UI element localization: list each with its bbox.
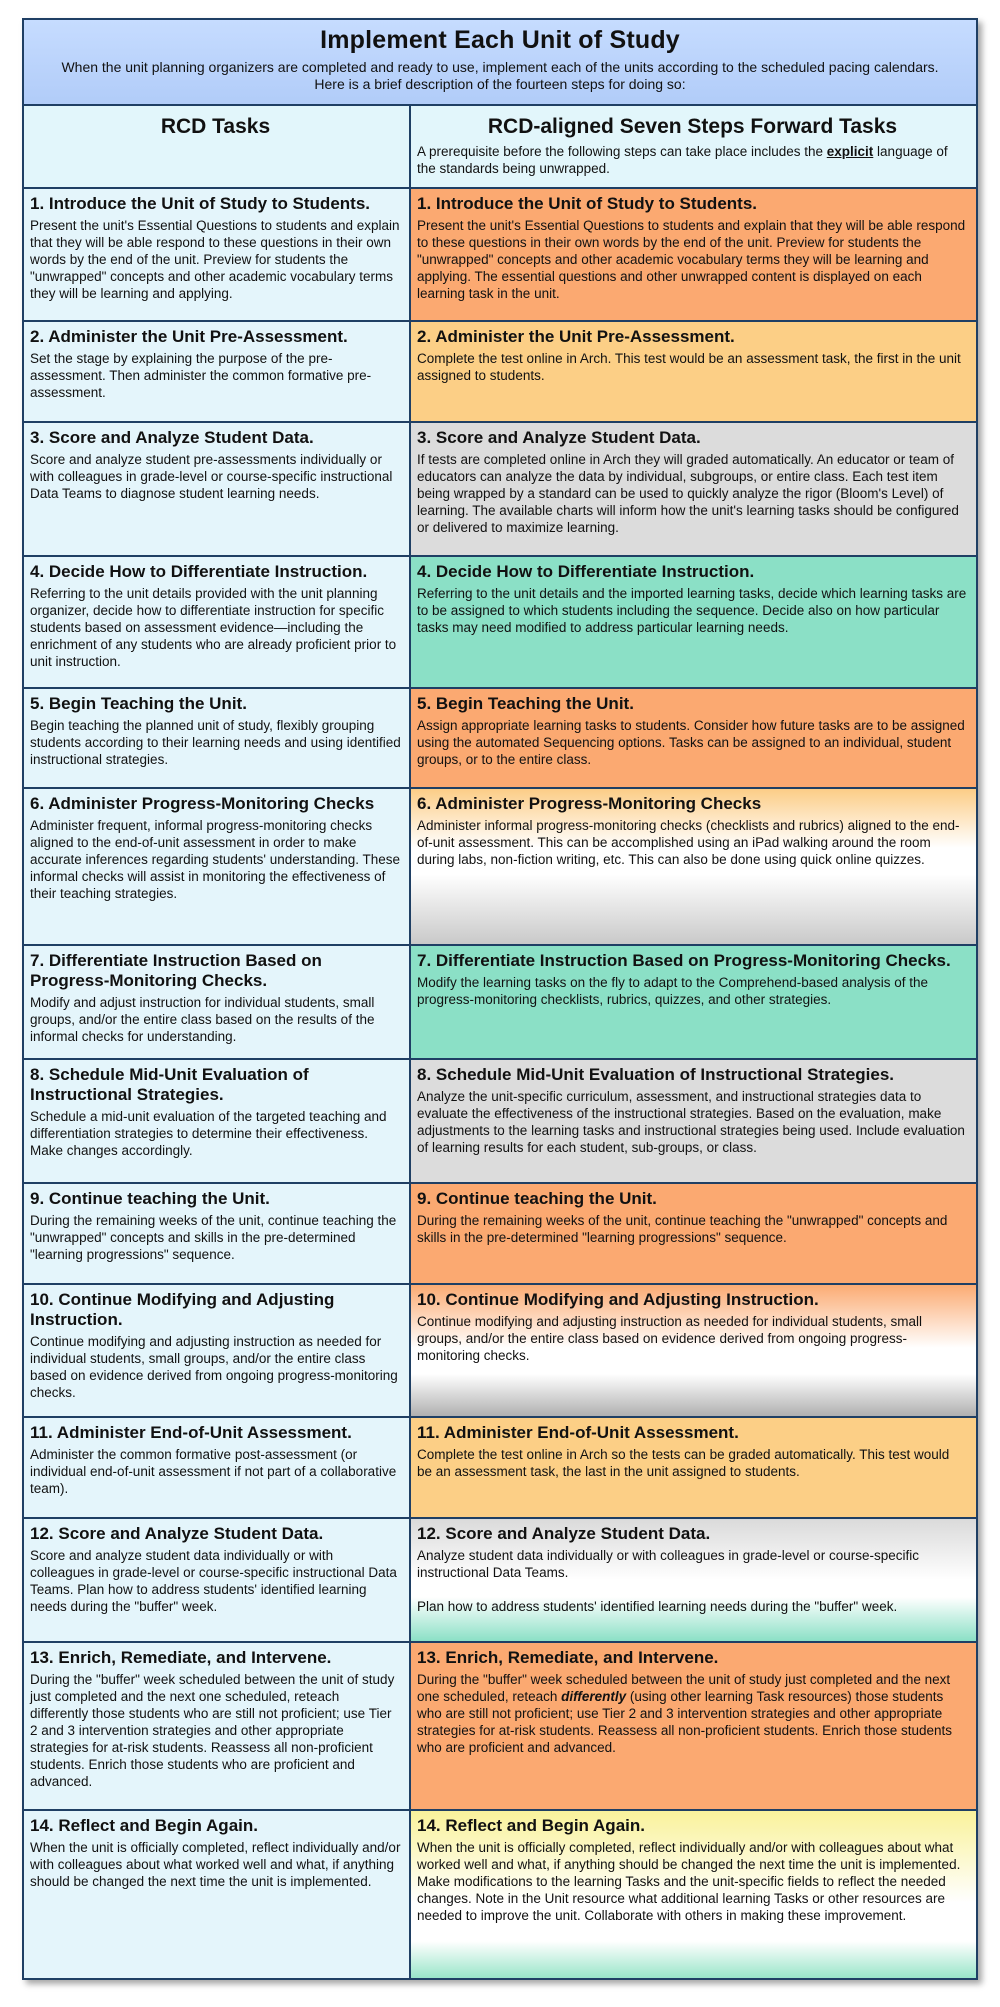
rcd-task-title: 5. Begin Teaching the Unit. bbox=[30, 694, 247, 713]
rcd-task-title: 1. Introduce the Unit of Study to Students. bbox=[30, 194, 370, 213]
ssf-task-title: 10. Continue Modifying and Adjusting Instruction. bbox=[417, 1290, 819, 1309]
rcd-task-4 bbox=[24, 557, 411, 687]
rcd-task-2 bbox=[24, 322, 411, 421]
ssf-task-text-2: Plan how to address students' identified learning needs during the "buffer" week. bbox=[417, 1599, 898, 1614]
ssf-task-text: Referring to the unit details and the imported learning tasks, decide which learning tasks are to be assigned to which students including the sequence. Decide also on how particular tasks may need modified to address particular learning needs. bbox=[417, 586, 967, 635]
rcd-task-title: 7. Differentiate Instruction Based on Progress-Monitoring Checks. bbox=[30, 951, 322, 990]
ssf-task-title: 5. Begin Teaching the Unit. bbox=[417, 694, 634, 713]
ssf-task-text: Modify the learning tasks on the fly to adapt to the Comprehend-based analysis of the progress-monitoring checklists, rubrics, quizzes, and other strategies. bbox=[417, 975, 929, 1007]
step-row-9 bbox=[24, 1184, 976, 1285]
ssf-task-9 bbox=[411, 1184, 976, 1283]
ssf-task-6 bbox=[411, 789, 976, 944]
rcd-task-text: Set the stage by explaining the purpose of the pre-assessment. Then administer the common formative pre-assessment. bbox=[30, 351, 372, 400]
ssf-task-title: 12. Score and Analyze Student Data. bbox=[417, 1524, 711, 1543]
document-sheet bbox=[22, 18, 978, 1980]
rcd-task-11 bbox=[24, 1418, 411, 1517]
rcd-task-text: Modify and adjust instruction for individual students, small groups, and/or the entire class based on the results of the informal checks for understanding. bbox=[30, 995, 375, 1044]
ssf-task-10 bbox=[411, 1285, 976, 1416]
rcd-task-title: 12. Score and Analyze Student Data. bbox=[30, 1524, 324, 1543]
rcd-task-12 bbox=[24, 1519, 411, 1641]
rcd-task-text: Schedule a mid-unit evaluation of the targeted teaching and differentiation strategies to determine their effectiveness. Make changes accordingly. bbox=[30, 1109, 387, 1158]
ssf-task-title: 8. Schedule Mid-Unit Evaluation of Instructional Strategies. bbox=[417, 1065, 895, 1084]
rcd-task-title: 4. Decide How to Differentiate Instruction. bbox=[30, 562, 368, 581]
ssf-task-2 bbox=[411, 322, 976, 421]
ssf-task-12 bbox=[411, 1519, 976, 1641]
step-row-4 bbox=[24, 557, 976, 689]
ssf-task-text: During the "buffer" week scheduled between the unit of study just completed and the next one scheduled, reteach differently (using other learning Task resources) those students who are still not proficient; use Tier 2 and 3 intervention strategies and other appropriate strategies for at-risk students. Reassess all non-proficient students. Enrich those students who are proficient and advanced. bbox=[417, 1672, 953, 1755]
step-row-10 bbox=[24, 1285, 976, 1418]
intro-text: When the unit planning organizers are completed and ready to use, implement each of the units according to the scheduled pacing calendars. Here is a brief description of the fourteen steps for doing so: bbox=[61, 59, 939, 92]
rcd-task-9 bbox=[24, 1184, 411, 1283]
rcd-task-8 bbox=[24, 1060, 411, 1182]
ssf-task-title: 9. Continue teaching the Unit. bbox=[417, 1189, 657, 1208]
ssf-task-title: 2. Administer the Unit Pre-Assessment. bbox=[417, 327, 735, 346]
ssf-task-title: 14. Reflect and Begin Again. bbox=[417, 1816, 645, 1835]
ssf-task-text: Continue modifying and adjusting instruction as needed for individual students, small groups, and/or the entire class based on evidence derived from ongoing progress-monitoring checks. bbox=[417, 1314, 923, 1363]
rcd-task-text: Referring to the unit details provided with the unit planning organizer, decide how to differentiate instruction for specific students based on assessment evidence—including the enrichment of any students who are already proficient prior to unit instruction. bbox=[30, 586, 397, 669]
rcd-task-5 bbox=[24, 689, 411, 787]
rcd-task-text: When the unit is officially completed, reflect individually and/or with colleagues about what worked well and what, if anything should be changed the next time the unit is implemented. bbox=[30, 1840, 401, 1889]
right-column-header bbox=[411, 106, 976, 187]
rcd-task-3 bbox=[24, 423, 411, 555]
ssf-task-text-2: Make modifications to the learning Tasks and the unit-specific fields to reflect the needed changes. Note in the Unit resource what additional learning Tasks or other resources are needed to improve the unit. Collaborate with others in making these improvement. bbox=[417, 1874, 946, 1923]
ssf-task-title: 6. Administer Progress-Monitoring Checks bbox=[417, 794, 762, 813]
rcd-task-text: Score and analyze student data individually or with colleagues in grade-level or course-specific instructional Data Teams. Plan how to address students' identified learning needs during the "buffer" week. bbox=[30, 1548, 397, 1614]
ssf-task-text: If tests are completed online in Arch they will graded automatically. An educator or team of educators can analyze the data by individual, subgroups, or entire class. Each test item being wrapped by a standard can be used to quickly analyze the rigor (Bloom's Level) of learning. The available charts will inform how the unit's learning tasks should be configured or delivered to maximize learning. bbox=[417, 452, 959, 535]
step-row-5 bbox=[24, 689, 976, 789]
step-row-13 bbox=[24, 1643, 976, 1811]
ssf-task-text: Analyze student data individually or with colleagues in grade-level or course-specific instructional Data Teams. bbox=[417, 1548, 920, 1580]
explicit-emphasis: explicit bbox=[826, 144, 874, 159]
rcd-task-title: 6. Administer Progress-Monitoring Checks bbox=[30, 794, 375, 813]
ssf-task-1 bbox=[411, 189, 976, 320]
ssf-task-14 bbox=[411, 1811, 976, 1978]
page-title: Implement Each Unit of Study bbox=[320, 26, 680, 54]
ssf-task-text: Administer informal progress-monitoring checks (checklists and rubrics) aligned to the end-of-unit assessment. This can be accomplished using an iPad walking around the room during labs, non-fiction writing, etc. This can also be done using quick online quizzes. bbox=[417, 818, 960, 867]
rcd-task-title: 14. Reflect and Begin Again. bbox=[30, 1816, 258, 1835]
step-row-6 bbox=[24, 789, 976, 946]
ssf-task-title: 4. Decide How to Differentiate Instruction. bbox=[417, 562, 755, 581]
ssf-task-text: Present the unit's Essential Questions to students and explain that they will be able respond to these questions in their own words by the end of the unit. Preview for students the "unwrapped" concepts and other academic vocabulary terms they will be learning and applying. The essential questions and other unwrapped content is displayed on each learning task in the unit. bbox=[417, 218, 966, 301]
step-row-8 bbox=[24, 1060, 976, 1184]
ssf-task-5 bbox=[411, 689, 976, 787]
right-column-title: RCD-aligned Seven Steps Forward Tasks bbox=[487, 115, 898, 138]
prerequisite-note: A prerequisite before the following steps can take place includes the explicit language of the standards being unwrapped. bbox=[417, 144, 948, 176]
left-column-header bbox=[24, 106, 411, 187]
ssf-task-4 bbox=[411, 557, 976, 687]
left-column-title: RCD Tasks bbox=[160, 115, 271, 138]
rcd-task-7 bbox=[24, 946, 411, 1058]
ssf-task-text: When the unit is officially completed, reflect individually and/or with colleagues about what worked well and what, if anything should be changed the next time the unit is implemented. bbox=[417, 1840, 961, 1872]
rcd-task-title: 11. Administer End-of-Unit Assessment. bbox=[30, 1423, 352, 1442]
ssf-task-title: 11. Administer End-of-Unit Assessment. bbox=[417, 1423, 739, 1442]
rcd-task-text: During the remaining weeks of the unit, continue teaching the "unwrapped" concepts and skills in the pre-determined "learning progressions" sequence. bbox=[30, 1213, 397, 1262]
step-row-2 bbox=[24, 322, 976, 423]
rcd-task-6 bbox=[24, 789, 411, 944]
ssf-task-text: During the remaining weeks of the unit, continue teaching the "unwrapped" concepts and skills in the pre-determined "learning progressions" sequence. bbox=[417, 1213, 948, 1245]
column-header-row bbox=[24, 106, 976, 189]
rcd-task-13 bbox=[24, 1643, 411, 1809]
rcd-task-title: 10. Continue Modifying and Adjusting Instruction. bbox=[30, 1290, 335, 1329]
step-row-3 bbox=[24, 423, 976, 557]
rcd-task-10 bbox=[24, 1285, 411, 1416]
step-row-1 bbox=[24, 189, 976, 322]
rcd-task-1 bbox=[24, 189, 411, 320]
ssf-task-title: 7. Differentiate Instruction Based on Progress-Monitoring Checks. bbox=[417, 951, 951, 970]
step-row-12 bbox=[24, 1519, 976, 1643]
rcd-task-text: Continue modifying and adjusting instruction as needed for individual students, small groups, and/or the entire class based on evidence derived from ongoing progress-monitoring checks. bbox=[30, 1334, 398, 1400]
rcd-task-title: 2. Administer the Unit Pre-Assessment. bbox=[30, 327, 348, 346]
ssf-task-title: 13. Enrich, Remediate, and Intervene. bbox=[417, 1648, 719, 1667]
rcd-task-title: 3. Score and Analyze Student Data. bbox=[30, 428, 314, 447]
step-row-11 bbox=[24, 1418, 976, 1519]
header-banner bbox=[24, 20, 976, 106]
rcd-task-text: Begin teaching the planned unit of study, flexibly grouping students according to their learning needs and using identified instructional strategies. bbox=[30, 718, 401, 767]
rcd-task-text: Administer frequent, informal progress-monitoring checks aligned to the end-of-unit assessment in order to make accurate inferences regarding students' understanding. These informal checks will assist in monitoring the effectiveness of their teaching strategies. bbox=[30, 818, 401, 901]
rcd-task-text: During the "buffer" week scheduled between the unit of study just completed and the next one scheduled, reteach differently those students who are still not proficient; use Tier 2 and 3 intervention strategies and other appropriate strategies for at-risk students. Reassess all non-proficient students. Enrich those students who are proficient and advanced. bbox=[30, 1672, 395, 1789]
differently-emphasis: differently bbox=[561, 1689, 627, 1704]
ssf-task-text: Assign appropriate learning tasks to students. Consider how future tasks are to be assigned using the automated Sequencing options. Tasks can be assigned to an individual, student groups, or to the entire class. bbox=[417, 718, 965, 767]
rcd-task-title: 9. Continue teaching the Unit. bbox=[30, 1189, 270, 1208]
ssf-task-13 bbox=[411, 1643, 976, 1809]
ssf-task-11 bbox=[411, 1418, 976, 1517]
rcd-task-title: 8. Schedule Mid-Unit Evaluation of Instructional Strategies. bbox=[30, 1065, 309, 1104]
rcd-task-title: 13. Enrich, Remediate, and Intervene. bbox=[30, 1648, 332, 1667]
ssf-task-text: Complete the test online in Arch so the tests can be graded automatically. This test would be an assessment task, the last in the unit assigned to students. bbox=[417, 1447, 950, 1479]
ssf-task-7 bbox=[411, 946, 976, 1058]
step-row-14 bbox=[24, 1811, 976, 1978]
step-row-7 bbox=[24, 946, 976, 1060]
ssf-task-title: 1. Introduce the Unit of Study to Students. bbox=[417, 194, 757, 213]
ssf-task-8 bbox=[411, 1060, 976, 1182]
rcd-task-text: Administer the common formative post-assessment (or individual end-of-unit assessment if not part of a collaborative team). bbox=[30, 1447, 397, 1496]
ssf-task-title: 3. Score and Analyze Student Data. bbox=[417, 428, 701, 447]
rcd-task-14 bbox=[24, 1811, 411, 1978]
ssf-task-text: Complete the test online in Arch. This test would be an assessment task, the first in the unit assigned to students. bbox=[417, 351, 961, 383]
ssf-task-3 bbox=[411, 423, 976, 555]
ssf-task-text: Analyze the unit-specific curriculum, assessment, and instructional strategies data to evaluate the effectiveness of the instructional strategies. Based on the evaluation, make adjustments to the learning tasks and instructional strategies being used. Include evaluation of learning results for each student, sub-groups, or class. bbox=[417, 1089, 965, 1155]
rcd-task-text: Score and analyze student pre-assessments individually or with colleagues in grade-level or course-specific instructional Data Teams to diagnose student learning needs. bbox=[30, 452, 393, 501]
rcd-task-text: Present the unit's Essential Questions to students and explain that they will be able respond to these questions in their own words by the end of the unit. Preview for students the "unwrapped" concepts and other academic vocabulary terms they will be learning and applying. bbox=[30, 218, 400, 301]
